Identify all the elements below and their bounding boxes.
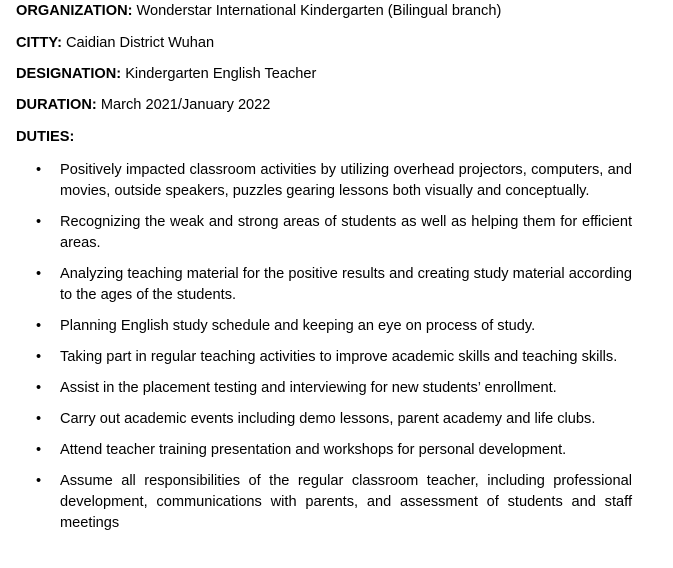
duty-text: Positively impacted classroom activities by utilizing overhead projectors, computers, and movies, outside speakers, puzzles gearing lessons both visually and conceptually. <box>60 162 632 199</box>
designation-line <box>16 64 316 84</box>
duty-item <box>16 378 632 399</box>
duty-text: Assist in the placement testing and interviewing for new students’ enrollment. <box>60 380 557 396</box>
bullet-icon: • <box>36 380 42 396</box>
bullet-icon: • <box>36 411 42 427</box>
bullet-icon: • <box>36 214 42 230</box>
duty-item <box>16 316 632 337</box>
duty-item <box>16 440 632 461</box>
bullet-icon: • <box>36 349 42 365</box>
duty-text: Recognizing the weak and strong areas of students as well as helping them for efficient areas. <box>60 214 632 251</box>
duty-item <box>16 264 632 306</box>
duty-item <box>16 160 632 202</box>
organization-value: Wonderstar International Kindergarten (Bilingual branch) <box>132 3 502 19</box>
duty-text: Carry out academic events including demo lessons, parent academy and life clubs. <box>60 411 596 427</box>
bullet-icon: • <box>36 162 42 178</box>
duty-item <box>16 471 632 534</box>
duration-line <box>16 95 270 115</box>
bullet-icon: • <box>36 266 42 282</box>
duration-value: March 2021/January 2022 <box>96 97 271 113</box>
duty-text: Planning English study schedule and keeping an eye on process of study. <box>60 318 536 334</box>
city-line <box>16 33 214 53</box>
organization-label: ORGANIZATION: <box>16 3 133 19</box>
duties-heading <box>16 127 74 147</box>
duty-text: Attend teacher training presentation and workshops for personal development. <box>60 442 567 458</box>
duty-text: Taking part in regular teaching activities to improve academic skills and teaching skills. <box>60 349 618 365</box>
duty-item <box>16 347 632 368</box>
duration-label: DURATION: <box>16 97 97 113</box>
bullet-icon: • <box>36 473 42 489</box>
designation-value: Kindergarten English Teacher <box>121 66 317 82</box>
duty-item <box>16 212 632 254</box>
city-label: CITTY: <box>16 35 62 51</box>
duty-text: Analyzing teaching material for the positive results and creating study material according to the ages of the students. <box>60 266 632 303</box>
duty-text: Assume all responsibilities of the regular classroom teacher, including professional development, communications with parents, and assessment of students and staff meetings <box>60 473 632 531</box>
bullet-icon: • <box>36 442 42 458</box>
bullet-icon: • <box>36 318 42 334</box>
organization-line <box>16 1 501 21</box>
duties-list <box>16 160 632 544</box>
duty-item <box>16 409 632 430</box>
duties-label: DUTIES: <box>16 129 75 145</box>
designation-label: DESIGNATION: <box>16 66 122 82</box>
city-value: Caidian District Wuhan <box>61 35 215 51</box>
